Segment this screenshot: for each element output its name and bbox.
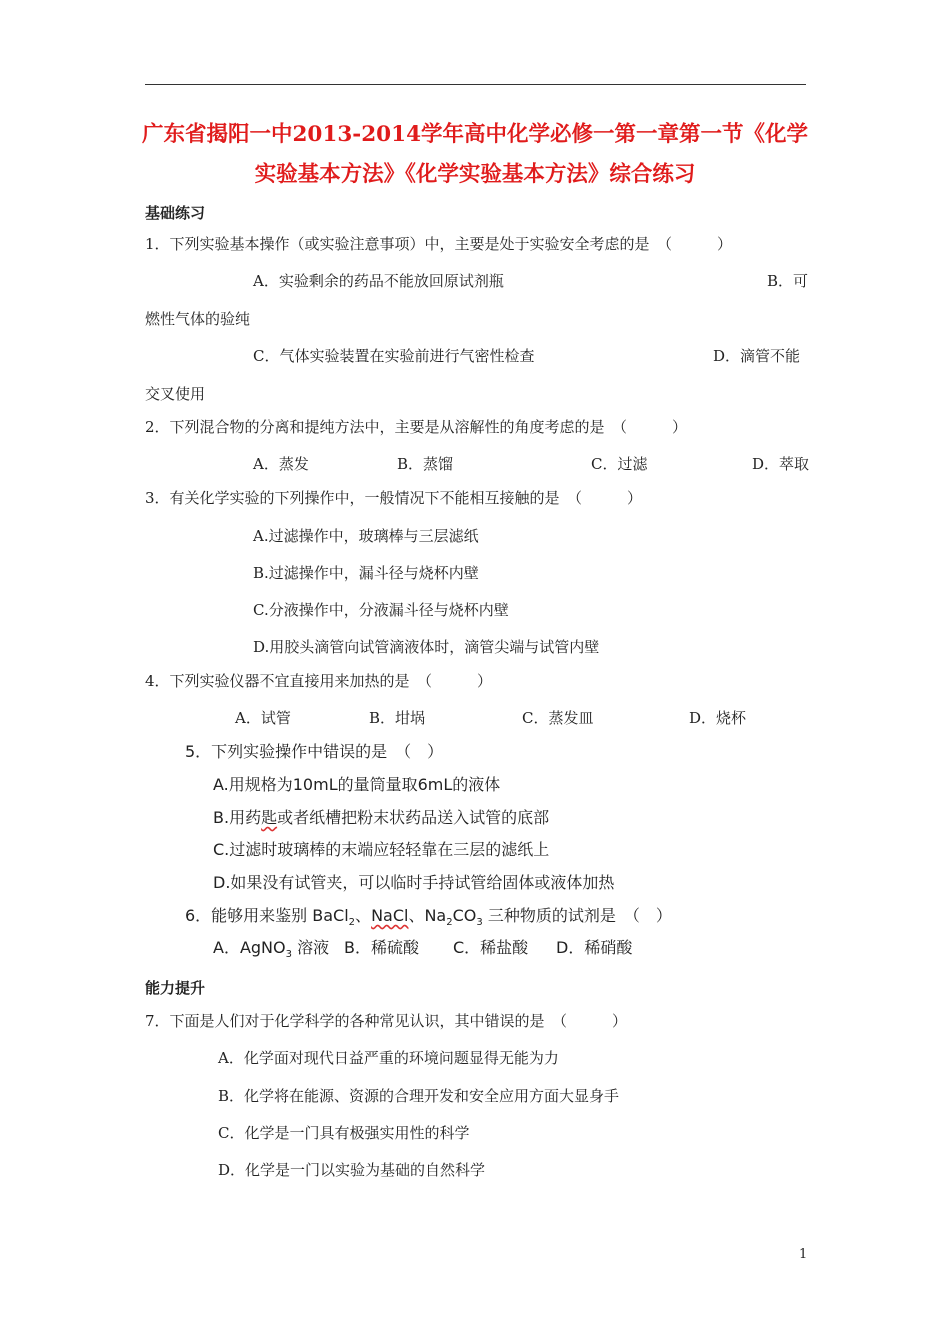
question-6-option-a-post: 溶液 (292, 938, 330, 957)
question-2-option-d: D．萃取 (752, 455, 810, 473)
question-3-stem: 3．有关化学实验的下列操作中，一般情况下不能相互接触的是 （ ） (145, 489, 643, 507)
question-1-stem: 1．下列实验基本操作（或实验注意事项）中，主要是处于实验安全考虑的是 （ ） (145, 235, 733, 253)
question-4-option-b: B．坩埚 (369, 709, 426, 727)
question-3-option-a: A.过滤操作中，玻璃棒与三层滤纸 (253, 527, 479, 545)
question-4-option-a: A．试管 (235, 709, 291, 727)
question-3-option-c: C.分液操作中，分液漏斗径与烧杯内壁 (253, 601, 509, 619)
question-1-option-d-cont: 交叉使用 (145, 385, 206, 403)
question-6-subscript-1: 2 (348, 917, 356, 929)
question-5-option-b (213, 805, 549, 828)
question-6-nacl: NaCl (371, 906, 409, 925)
question-5-option-a: A.用规格为10mL的量筒量取6mL的液体 (213, 775, 501, 794)
question-7-option-b: B．化学将在能源、资源的合理开发和安全应用方面大显身手 (218, 1087, 620, 1105)
question-1-option-b-cont: 燃性气体的验纯 (145, 310, 251, 328)
question-6-option-a-subscript: 3 (285, 949, 292, 961)
section-heading-basic: 基础练习 (145, 204, 206, 222)
question-5-option-c: C.过滤时玻璃棒的末端应轻轻靠在三层的滤纸上 (213, 840, 550, 859)
question-7-option-c: C．化学是一门具有极强实用性的科学 (218, 1124, 470, 1142)
question-7-stem: 7．下面是人们对于化学科学的各种常见认识，其中错误的是 （ ） (145, 1012, 628, 1030)
question-1-option-d-start: D．滴管不能 (713, 347, 801, 365)
question-7-option-a: A．化学面对现代日益严重的环境问题显得无能为力 (218, 1049, 559, 1067)
question-5-option-b-post: 或者纸槽把粉末状药品送入试管的底部 (277, 808, 550, 827)
question-5-option-b-pre: B.用药 (213, 808, 262, 827)
page-number: 1 (799, 1247, 808, 1262)
question-6-stem (185, 903, 672, 928)
question-1-option-b-start: B．可 (767, 272, 809, 290)
question-6-stem-pre: 6．能够用来鉴别 BaCl (185, 906, 349, 925)
header-rule (145, 84, 806, 85)
question-2-option-c: C．过滤 (591, 455, 648, 473)
question-6-subscript-2: 2 (446, 917, 453, 929)
question-6-subscript-3: 3 (476, 917, 483, 929)
question-4-stem: 4．下列实验仪器不宜直接用来加热的是 （ ） (145, 672, 493, 690)
document-title-line-2: 实验基本方法》《化学实验基本方法》综合练习 (254, 162, 696, 187)
question-6-sep-2: 、Na (408, 906, 447, 925)
section-heading-advanced: 能力提升 (145, 979, 206, 997)
question-7-option-d: D．化学是一门以实验为基础的自然科学 (218, 1161, 486, 1179)
question-6-option-a-pre: A．AgNO (213, 938, 286, 957)
question-2-stem: 2．下列混合物的分离和提纯方法中，主要是从溶解性的角度考虑的是 （ ） (145, 418, 688, 436)
question-2-option-a: A．蒸发 (253, 455, 309, 473)
question-5-option-d: D.如果没有试管夹，可以临时手持试管给固体或液体加热 (213, 873, 615, 892)
question-6-option-a (213, 935, 329, 960)
question-1-option-c: C．气体实验装置在实验前进行气密性检查 (253, 347, 535, 365)
question-5-option-b-marked: 匙 (261, 808, 278, 827)
question-6-option-c: C．稀盐酸 (453, 938, 529, 957)
question-5-stem: 5．下列实验操作中错误的是 （ ） (185, 742, 444, 761)
question-3-option-b: B.过滤操作中，漏斗径与烧杯内壁 (253, 564, 479, 582)
question-6-co: CO (452, 906, 477, 925)
document-title-line-1: 广东省揭阳一中2013-2014学年高中化学必修一第一章第一节《化学 (141, 122, 809, 147)
question-4-option-c: C．蒸发皿 (522, 709, 594, 727)
question-3-option-d: D.用胶头滴管向试管滴液体时，滴管尖端与试管内壁 (253, 638, 600, 656)
question-2-option-b: B．蒸馏 (397, 455, 454, 473)
question-4-option-d: D．烧杯 (689, 709, 747, 727)
question-6-stem-post: 三种物质的试剂是 （ ） (482, 906, 672, 925)
question-6-sep-1: 、 (355, 906, 372, 925)
question-1-option-a: A．实验剩余的药品不能放回原试剂瓶 (253, 272, 504, 290)
question-6-option-b: B．稀硫酸 (344, 938, 419, 957)
question-6-option-d: D．稀硝酸 (556, 938, 633, 957)
